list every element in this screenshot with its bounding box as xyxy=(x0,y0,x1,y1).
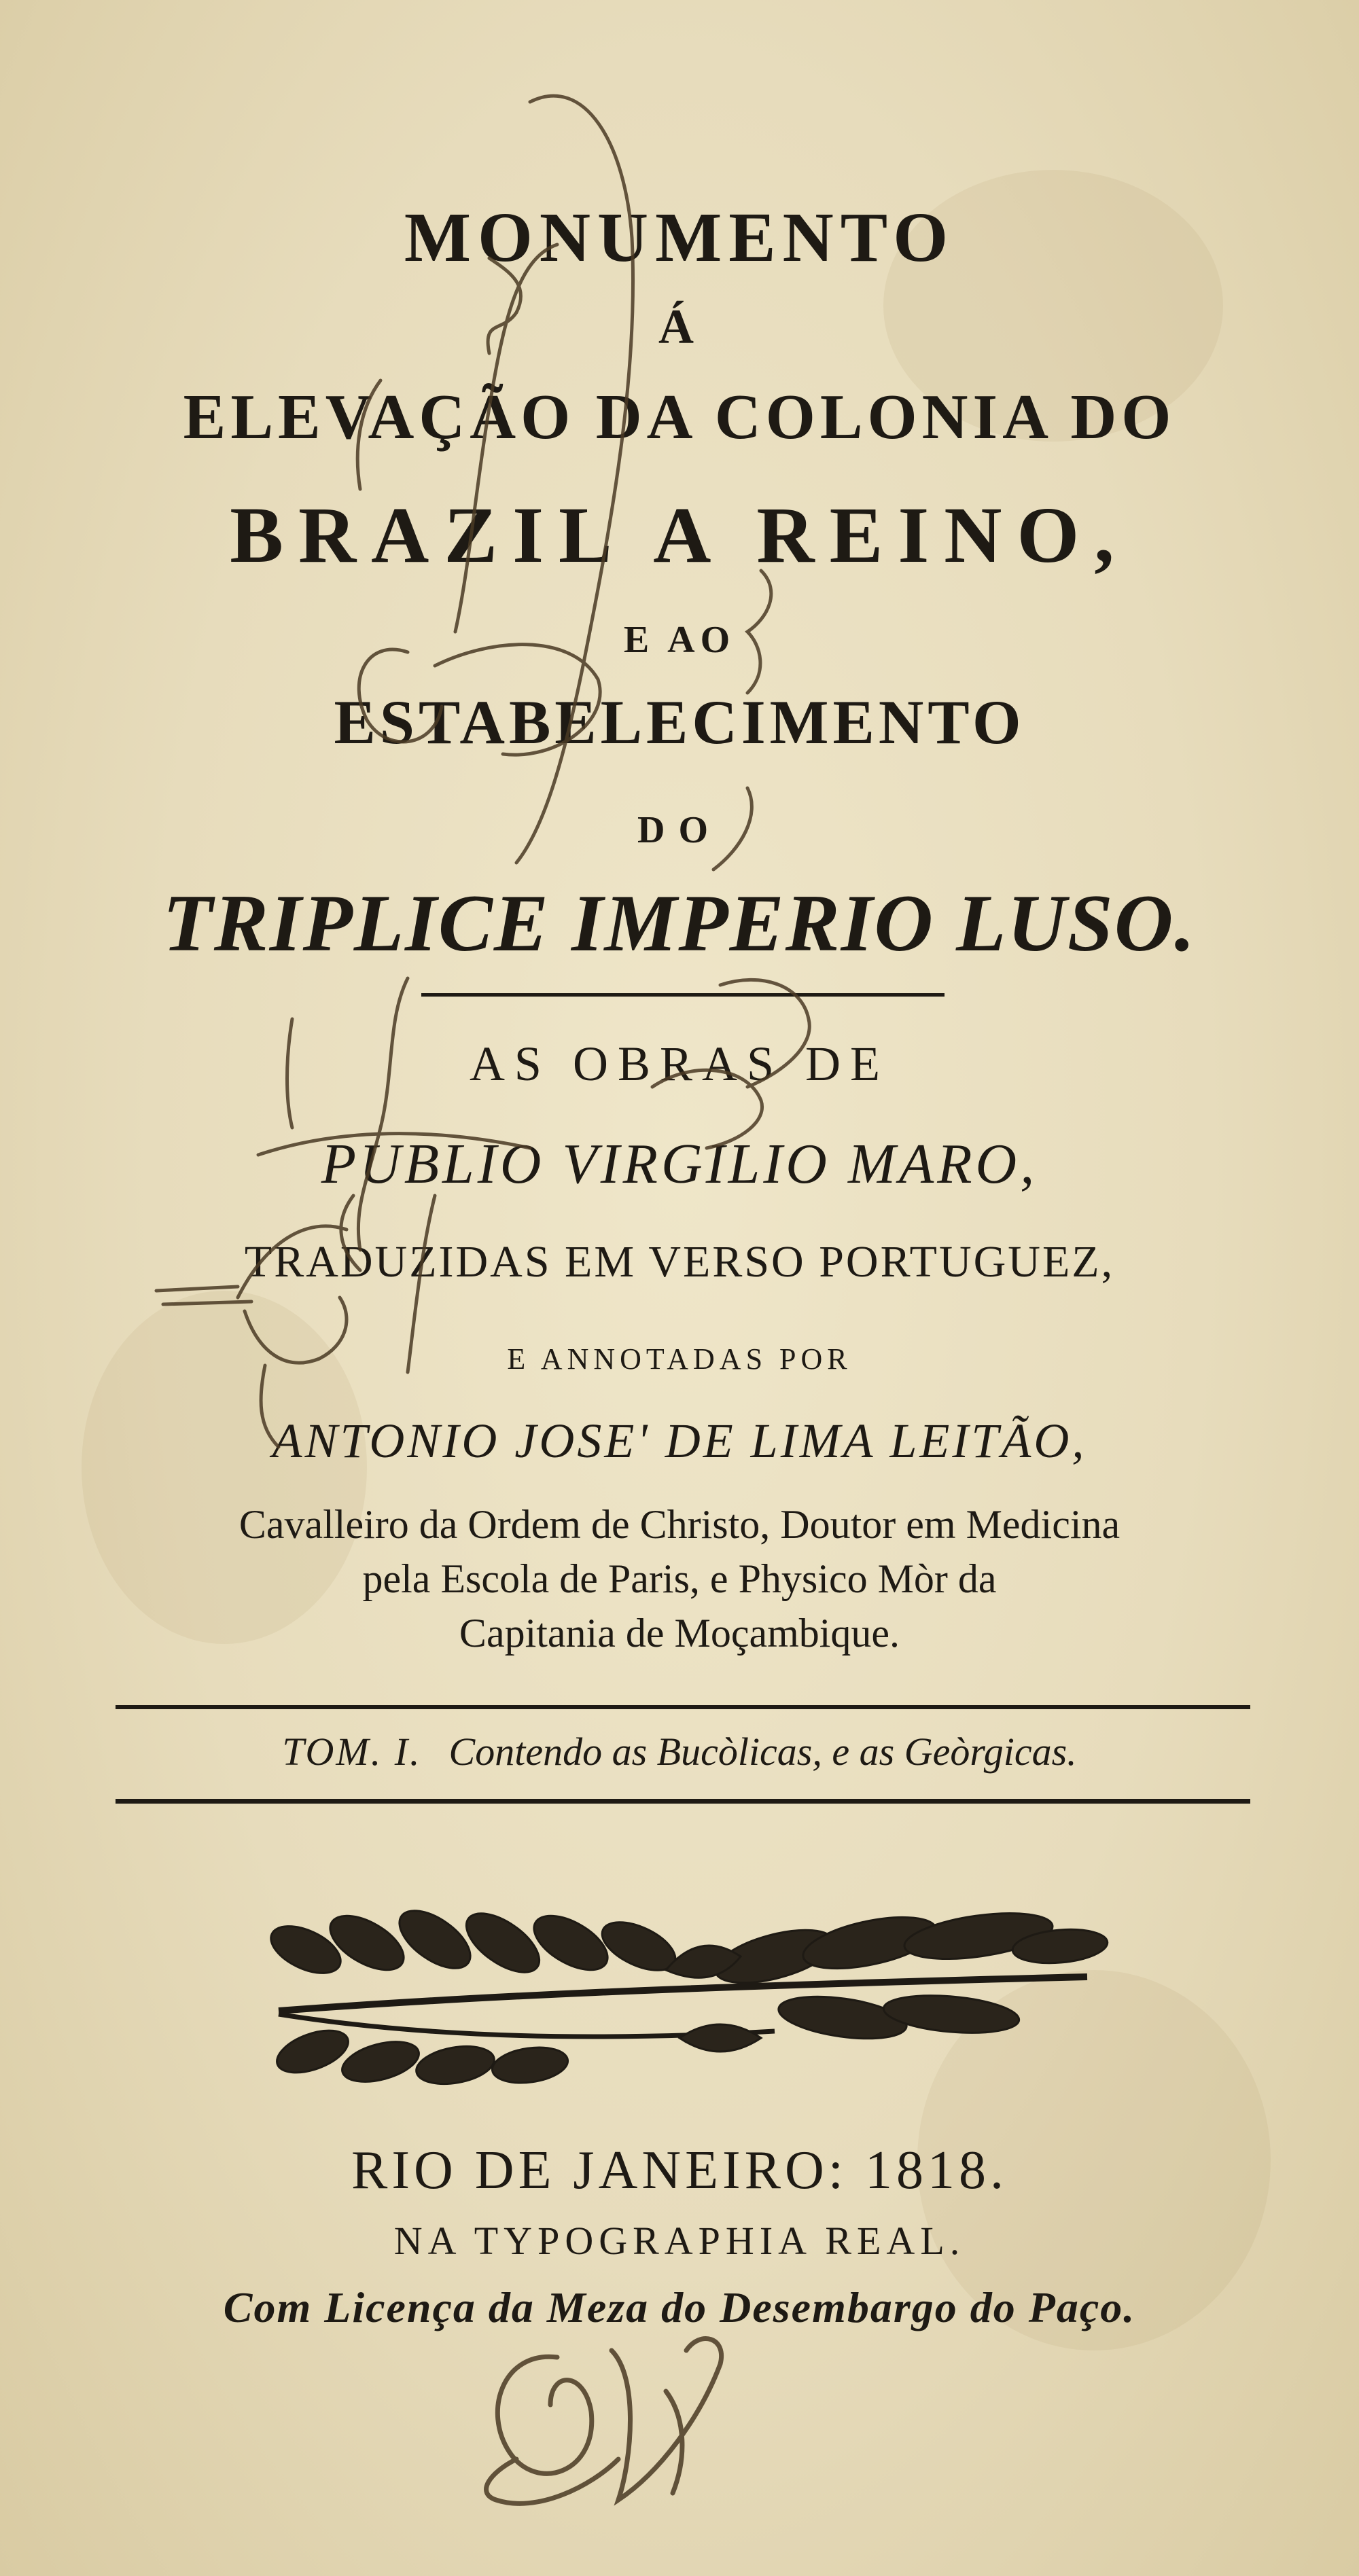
volume-contents: Contendo as Bucòlicas, e as Geòrgicas. xyxy=(448,1730,1077,1774)
work-as-obras: AS OBRAS DE xyxy=(469,1037,890,1091)
title-a: Á xyxy=(658,300,701,354)
volume-rule-bottom xyxy=(116,1799,1250,1804)
title-elevacao: ELEVAÇÃO DA COLONIA DO xyxy=(183,382,1176,452)
title-estabelecimento: ESTABELECIMENTO xyxy=(334,687,1025,757)
laurel-ornament-icon xyxy=(258,1868,1114,2086)
title-brazil: BRAZIL A REINO, xyxy=(230,490,1129,579)
title-do: DO xyxy=(637,809,722,851)
title-e-ao: E AO xyxy=(623,619,736,661)
work-annotadas: E ANNOTADAS POR xyxy=(507,1342,852,1376)
work-credentials-3: Capitania de Moçambique. xyxy=(459,1611,900,1656)
volume-line xyxy=(0,1729,1359,1774)
volume-rule-top xyxy=(116,1705,1250,1709)
title-rule xyxy=(421,993,945,997)
imprint-license: Com Licença da Meza do Desembargo do Paço. xyxy=(223,2283,1136,2331)
imprint-press: NA TYPOGRAPHIA REAL. xyxy=(393,2219,966,2263)
work-translator: ANTONIO JOSE' DE LIMA LEITÃO, xyxy=(272,1414,1087,1468)
volume-tom: TOM. I. xyxy=(282,1730,422,1774)
work-author: PUBLIO VIRGILIO MARO, xyxy=(321,1132,1038,1196)
work-credentials-1: Cavalleiro da Ordem de Christo, Doutor em Medicina xyxy=(239,1502,1120,1547)
imprint-place-date: RIO DE JANEIRO: 1818. xyxy=(351,2141,1008,2200)
work-credentials-2: pela Escola de Paris, e Physico Mòr da xyxy=(362,1556,997,1601)
title-monumento: MONUMENTO xyxy=(404,198,955,276)
title-triplice: TRIPLICE IMPERIO LUSO. xyxy=(162,878,1197,968)
work-traduzidas: TRADUZIDAS EM VERSO PORTUGUEZ, xyxy=(244,1237,1115,1287)
